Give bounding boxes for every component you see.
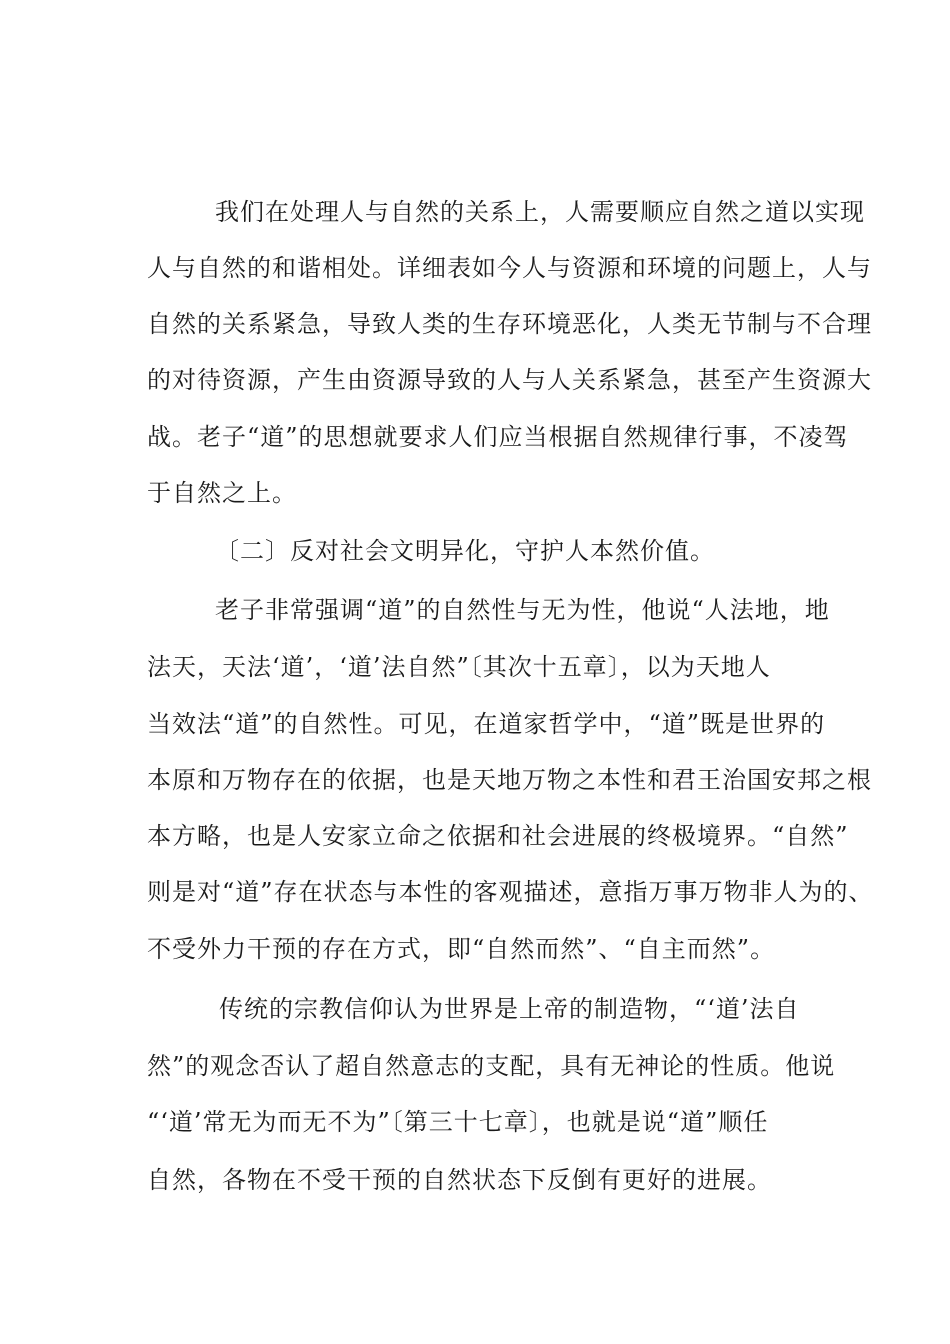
paragraph-3-line-1: 传统的宗教信仰认为世界是上帝的制造物，“‘道’法自: [219, 995, 800, 1023]
paragraph-2-line-6: 则是对“道”存在状态与本性的客观描述，意指万事万物非人为的、: [147, 878, 874, 906]
paragraph-3-line-3: “‘道’常无为而无不为”〔第三十七章〕，也就是说“道”顺任: [147, 1108, 769, 1136]
paragraph-2-line-1: 老子非常强调“道”的自然性与无为性，他说“人法地，地: [215, 596, 830, 624]
paragraph-2-line-4: 本原和万物存在的依据，也是天地万物之本性和君王治国安邦之根: [147, 766, 872, 794]
paragraph-1-line-6: 于自然之上。: [147, 479, 297, 507]
paragraph-3-line-4: 自然，各物在不受干预的自然状态下反倒有更好的进展。: [147, 1166, 772, 1194]
paragraph-2-line-2: 法天，天法‘道’，‘道’法自然”〔其次十五章〕，以为天地人: [147, 653, 771, 681]
paragraph-1-line-5: 战。老子“道”的思想就要求人们应当根据自然规律行事，不凌驾: [147, 423, 849, 451]
paragraph-1-line-1: 我们在处理人与自然的关系上，人需要顺应自然之道以实现: [215, 198, 865, 226]
paragraph-3-line-2: 然”的观念否认了超自然意志的支配，具有无神论的性质。他说: [147, 1052, 836, 1080]
paragraph-2-line-7: 不受外力干预的存在方式，即“自然而然”、“自主而然”。: [147, 935, 776, 963]
paragraph-1-line-2: 人与自然的和谐相处。详细表如今人与资源和环境的问题上，人与: [147, 254, 872, 282]
section-heading: 〔二〕反对社会文明异化，守护人本然价值。: [215, 537, 715, 565]
paragraph-2-line-5: 本方略，也是人安家立命之依据和社会进展的终极境界。“自然”: [147, 822, 849, 850]
paragraph-1-line-4: 的对待资源，产生由资源导致的人与人关系紧急，甚至产生资源大: [147, 366, 872, 394]
paragraph-1-line-3: 自然的关系紧急，导致人类的生存环境恶化，人类无节制与不合理: [147, 310, 872, 338]
paragraph-2-line-3: 当效法“道”的自然性。可见，在道家哲学中，“道”既是世界的: [147, 710, 826, 738]
